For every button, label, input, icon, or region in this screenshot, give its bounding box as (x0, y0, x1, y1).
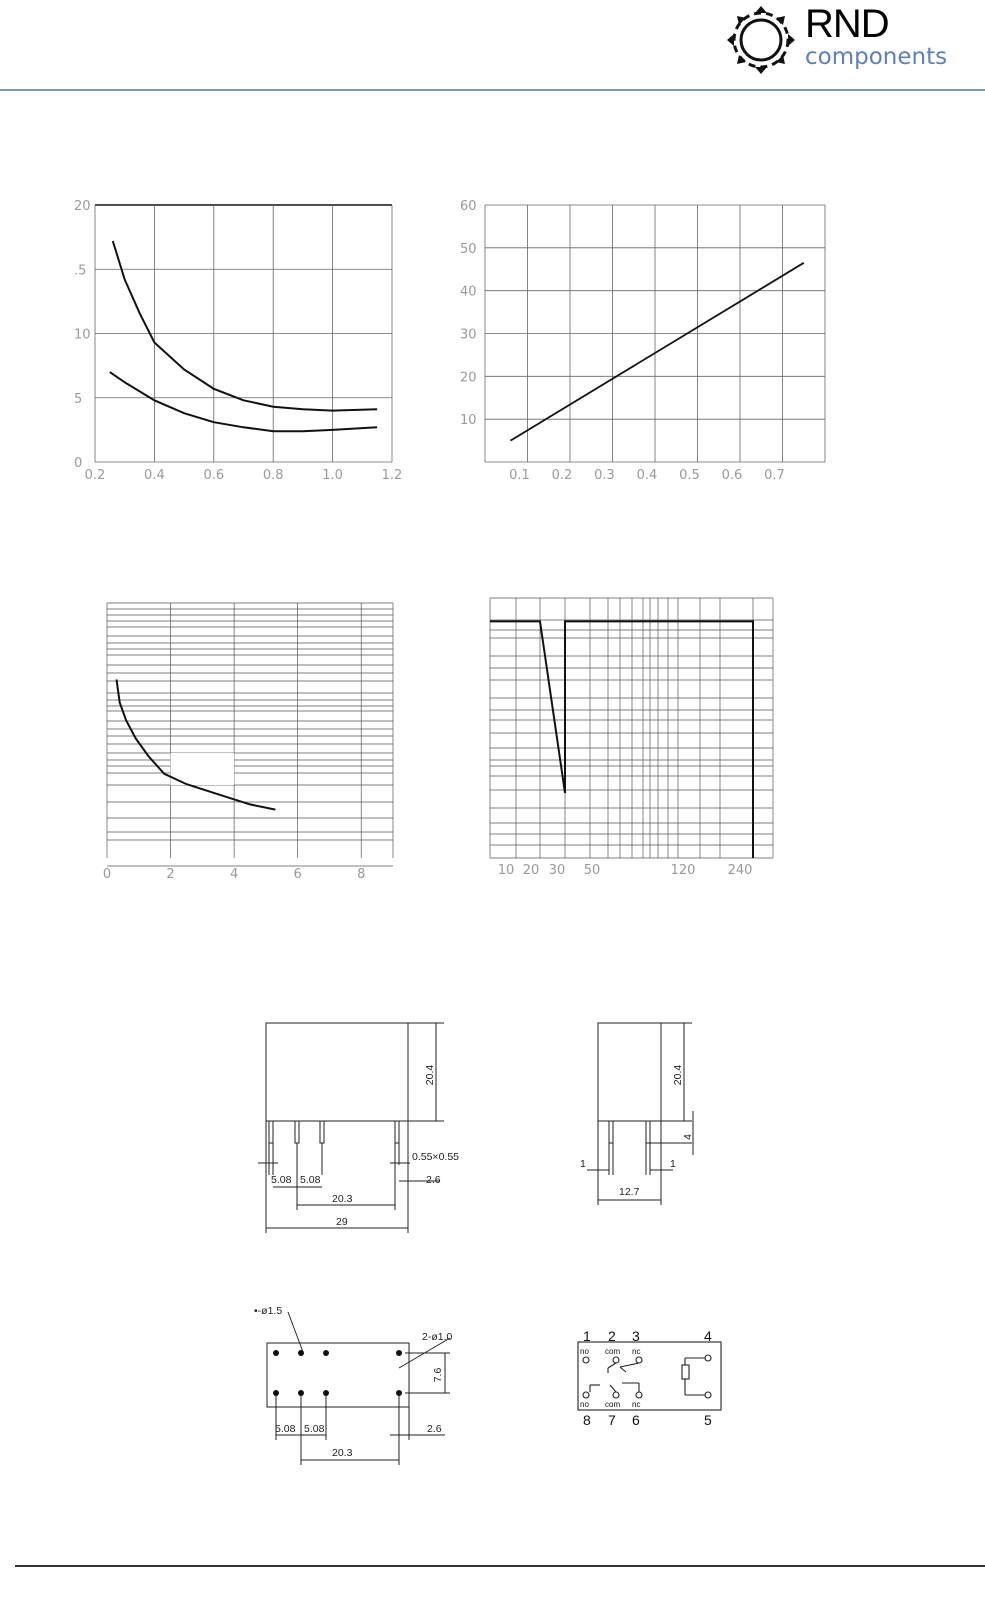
pin-5: 5 (704, 1412, 712, 1428)
offset-label: 2.6 (426, 1174, 441, 1186)
chart1-x-tick: 0.8 (262, 468, 284, 483)
chart2-x-tick: 0.4 (636, 468, 658, 483)
chart2-x-tick: 0.3 (594, 468, 615, 483)
right-gap-label: 1 (670, 1158, 676, 1170)
schematic-outline (578, 1342, 721, 1410)
small-hole-label: 2-ø1.0 (422, 1331, 453, 1343)
pin-size-label: 0.55×0.55 (412, 1151, 460, 1163)
side-view-drawing (250, 1015, 480, 1240)
rnd-gear-logo-icon (721, 0, 801, 80)
chart3-series-1 (117, 680, 276, 810)
pcb-span-label: 20.3 (332, 1447, 353, 1459)
length-label: 29 (336, 1216, 348, 1228)
pcb-pitch1-label: 5.08 (275, 1423, 296, 1435)
chart4-x-tick: 30 (548, 863, 566, 878)
pcb-holes (273, 1350, 402, 1396)
relay-body-side (266, 1023, 408, 1121)
label-no-bottom: no (580, 1400, 589, 1409)
chart4-series-1 (490, 621, 753, 793)
span-label: 20.3 (332, 1193, 353, 1205)
chart1-series-1 (113, 241, 377, 411)
pin-1: 1 (583, 1328, 591, 1344)
pin-schematic (570, 1325, 730, 1440)
chart1-y-tick: 5 (74, 391, 83, 407)
label-com-top: com (605, 1347, 621, 1356)
chart2-series-1 (511, 263, 804, 441)
pcb-pitch2-label: 5.08 (304, 1423, 325, 1435)
pin-4: 4 (704, 1328, 712, 1344)
label-no-top: no (580, 1347, 589, 1356)
chart1-x-tick: 1.2 (381, 468, 403, 483)
end-height-label: 20.4 (672, 1064, 684, 1086)
chart4-x-tick: 120 (670, 863, 696, 878)
chart4-x-tick: 10 (497, 863, 515, 878)
chart2-x-tick: 0.2 (551, 468, 573, 483)
chart1-y-tick: 20 (74, 199, 91, 214)
chart3-x-tick: 2 (166, 867, 175, 882)
pcb-outline (267, 1343, 409, 1407)
chart2-x-tick: 0.1 (509, 468, 530, 483)
chart-3 (95, 595, 405, 885)
chart1-series-2 (110, 372, 377, 431)
chart2-x-tick: 0.5 (679, 468, 700, 483)
chart2-x-tick: 0.7 (764, 468, 785, 483)
pitch2-label: 5.08 (300, 1174, 321, 1186)
pcb-layout-drawing (250, 1300, 480, 1475)
pcb-offset-label: 2.6 (427, 1423, 442, 1435)
pin-length-label: 4 (682, 1134, 694, 1140)
pitch1-label: 5.08 (271, 1174, 292, 1186)
chart3-x-tick: 4 (229, 867, 239, 882)
pin-8: 8 (583, 1412, 591, 1428)
chart1-x-tick: 0.6 (203, 468, 225, 483)
chart2-y-tick: 40 (460, 284, 477, 300)
brand-subtitle: components (805, 44, 948, 70)
chart-2 (450, 195, 835, 495)
relay-body-end (598, 1023, 661, 1121)
chart1-x-tick: 1.0 (322, 468, 343, 483)
chart2-y-tick: 20 (460, 370, 477, 386)
chart3-x-tick: 8 (357, 867, 366, 882)
end-view-drawing (575, 1015, 715, 1215)
pin-6: 6 (632, 1412, 640, 1428)
footer-rule (15, 1565, 985, 1567)
chart2-x-tick: 0.6 (721, 468, 743, 483)
chart2-y-tick: 50 (460, 241, 477, 257)
brand-name: RND (805, 2, 889, 46)
pin-2: 2 (608, 1328, 616, 1344)
pin-3: 3 (632, 1328, 640, 1344)
chart3-x-tick: 6 (293, 867, 302, 882)
chart4-x-tick: 240 (727, 863, 753, 878)
chart1-x-tick: 0.4 (144, 468, 165, 483)
row-gap-label: 7.6 (432, 1367, 444, 1383)
chart2-y-tick: 30 (460, 327, 477, 343)
chart1-y-tick: 0 (74, 456, 83, 471)
chart1-y-tick: .5 (74, 263, 87, 279)
chart4-x-tick: 50 (583, 863, 601, 878)
chart1-x-tick: 0.2 (84, 468, 106, 483)
label-com-bottom: com (605, 1400, 621, 1409)
pin-7: 7 (608, 1412, 616, 1428)
label-nc-top: nc (632, 1347, 641, 1356)
header-rule (0, 89, 985, 91)
chart2-y-tick: 60 (460, 199, 477, 214)
left-gap-label: 1 (580, 1158, 586, 1170)
chart2-y-tick: 10 (460, 413, 477, 429)
rnd-logo (735, 0, 975, 80)
side-height-label: 20.4 (424, 1064, 436, 1086)
label-nc-bottom: nc (632, 1400, 641, 1409)
large-hole-label: •-ø1.5 (254, 1305, 283, 1317)
chart3-x-tick: 0 (102, 867, 112, 882)
width-label: 12.7 (619, 1186, 640, 1198)
chart1-y-tick: 10 (74, 327, 91, 343)
chart-1 (70, 195, 410, 495)
chart4-x-tick: 20 (522, 863, 540, 878)
chart-4 (480, 590, 780, 885)
